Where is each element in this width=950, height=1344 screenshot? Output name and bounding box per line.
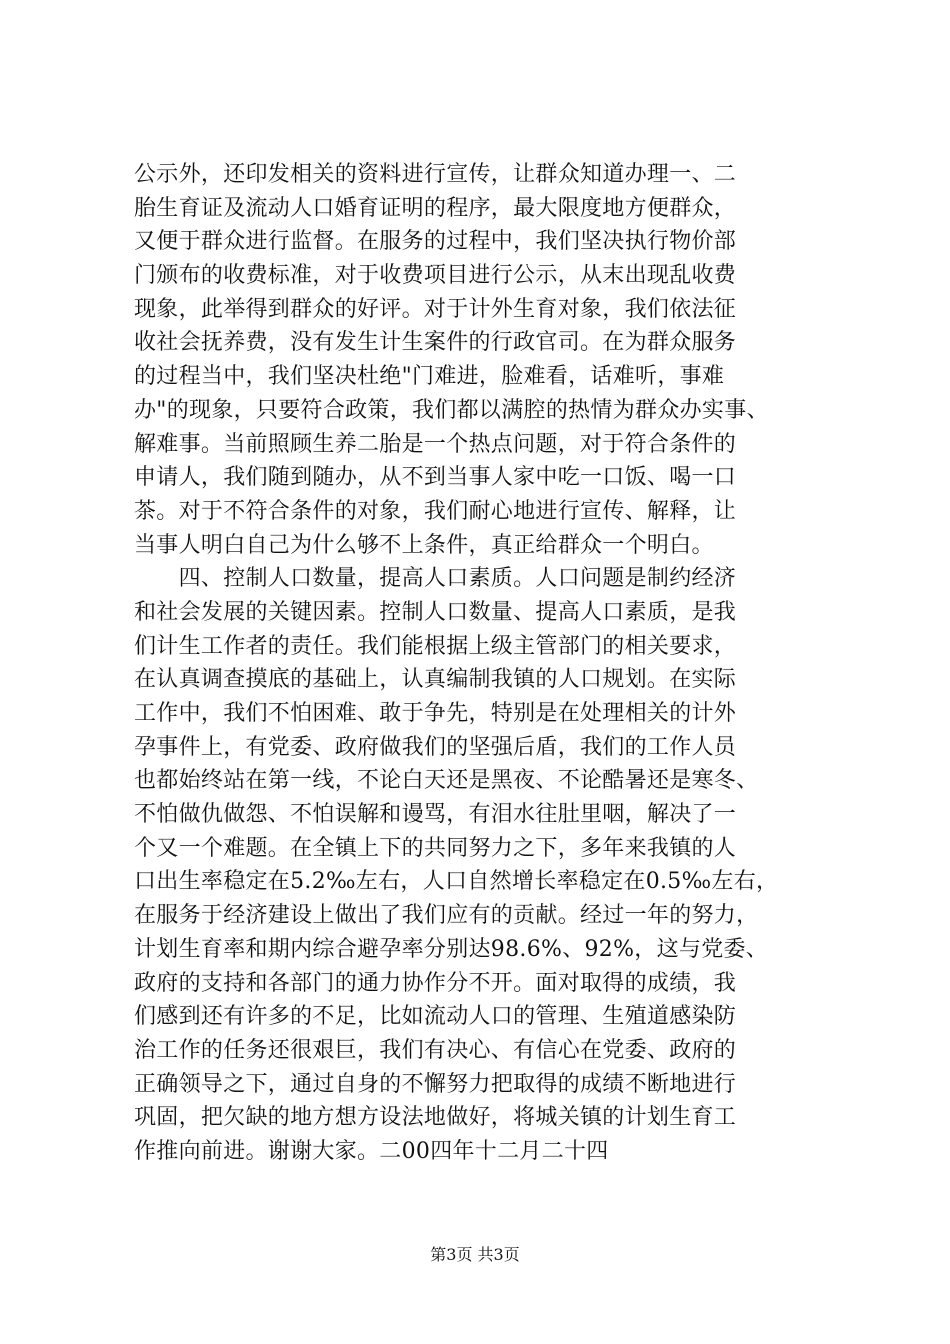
text-line: 当事人明白自己为什么够不上条件，真正给群众一个明白。 <box>134 532 714 558</box>
page-footer: 第3页 共3页 <box>430 1245 520 1264</box>
text-line: 个又一个难题。在全镇上下的共同努力之下，多年来我镇的人 <box>134 835 737 861</box>
text-line: 作推向前进。谢谢大家。二00四年十二月二十四 <box>134 1138 609 1164</box>
text-line: 工作中，我们不怕困难、敢于争先，特别是在处理相关的计外 <box>134 701 737 726</box>
text-line: 的过程当中，我们坚决杜绝"门难进，脸难看，话难听，事难 <box>134 364 725 390</box>
text-line: 计划生育率和期内综合避孕率分别达98.6%、92%，这与党委、 <box>134 936 769 962</box>
text-line: 收社会抚养费，没有发生计生案件的行政官司。在为群众服务 <box>134 330 737 356</box>
text-line: 在服务于经济建设上做出了我们应有的贡献。经过一年的努力， <box>134 903 759 929</box>
text-line: 又便于群众进行监督。在服务的过程中，我们坚决执行物价部 <box>134 229 737 255</box>
text-line: 正确领导之下，通过自身的不懈努力把取得的成绩不断地进行 <box>134 1071 737 1097</box>
text-line: 茶。对于不符合条件的对象，我们耐心地进行宣传、解释，让 <box>134 498 737 524</box>
text-line: 门颁布的收费标准，对于收费项目进行公示，从末出现乱收费 <box>134 263 737 289</box>
text-line: 四、控制人口数量，提高人口素质。人口问题是制约经济 <box>134 566 737 592</box>
text-line: 和社会发展的关键因素。控制人口数量、提高人口素质，是我 <box>134 599 737 625</box>
text-line: 孕事件上，有党委、政府做我们的坚强后盾，我们的工作人员 <box>134 734 737 760</box>
text-line: 巩固，把欠缺的地方想方设法地做好，将城关镇的计划生育工 <box>134 1105 737 1131</box>
text-line: 现象，此举得到群众的好评。对于计外生育对象，我们依法征 <box>134 296 737 322</box>
text-line: 公示外，还印发相关的资料进行宣传，让群众知道办理一、二 <box>134 162 737 187</box>
text-line: 不怕做仇做怨、不怕误解和谩骂，有泪水往肚里咽，解决了一 <box>134 802 737 828</box>
text-line: 口出生率稳定在5.2‰左右，人口自然增长率稳定在0.5‰左右， <box>134 869 779 895</box>
text-line: 们感到还有许多的不足，比如流动人口的管理、生殖道感染防 <box>134 1004 737 1030</box>
text-line: 胎生育证及流动人口婚育证明的程序，最大限度地方便群众， <box>134 195 737 221</box>
text-line: 在认真调查摸底的基础上，认真编制我镇的人口规划。在实际 <box>134 667 737 693</box>
text-line: 申请人，我们随到随办，从不到当事人家中吃一口饭、喝一口 <box>134 465 737 491</box>
text-line: 也都始终站在第一线，不论白天还是黑夜、不论酷暑还是寒冬、 <box>134 768 759 794</box>
text-line: 办"的现象，只要符合政策，我们都以满腔的热情为群众办实事、 <box>134 397 769 423</box>
text-line: 政府的支持和各部门的通力协作分不开。面对取得的成绩，我 <box>134 970 737 996</box>
text-line: 们计生工作者的责任。我们能根据上级主管部门的相关要求， <box>134 633 737 659</box>
text-line: 解难事。当前照顾生养二胎是一个热点问题，对于符合条件的 <box>134 431 737 457</box>
document-body <box>134 158 834 1169</box>
text-line: 治工作的任务还很艰巨，我们有决心、有信心在党委、政府的 <box>134 1037 737 1063</box>
